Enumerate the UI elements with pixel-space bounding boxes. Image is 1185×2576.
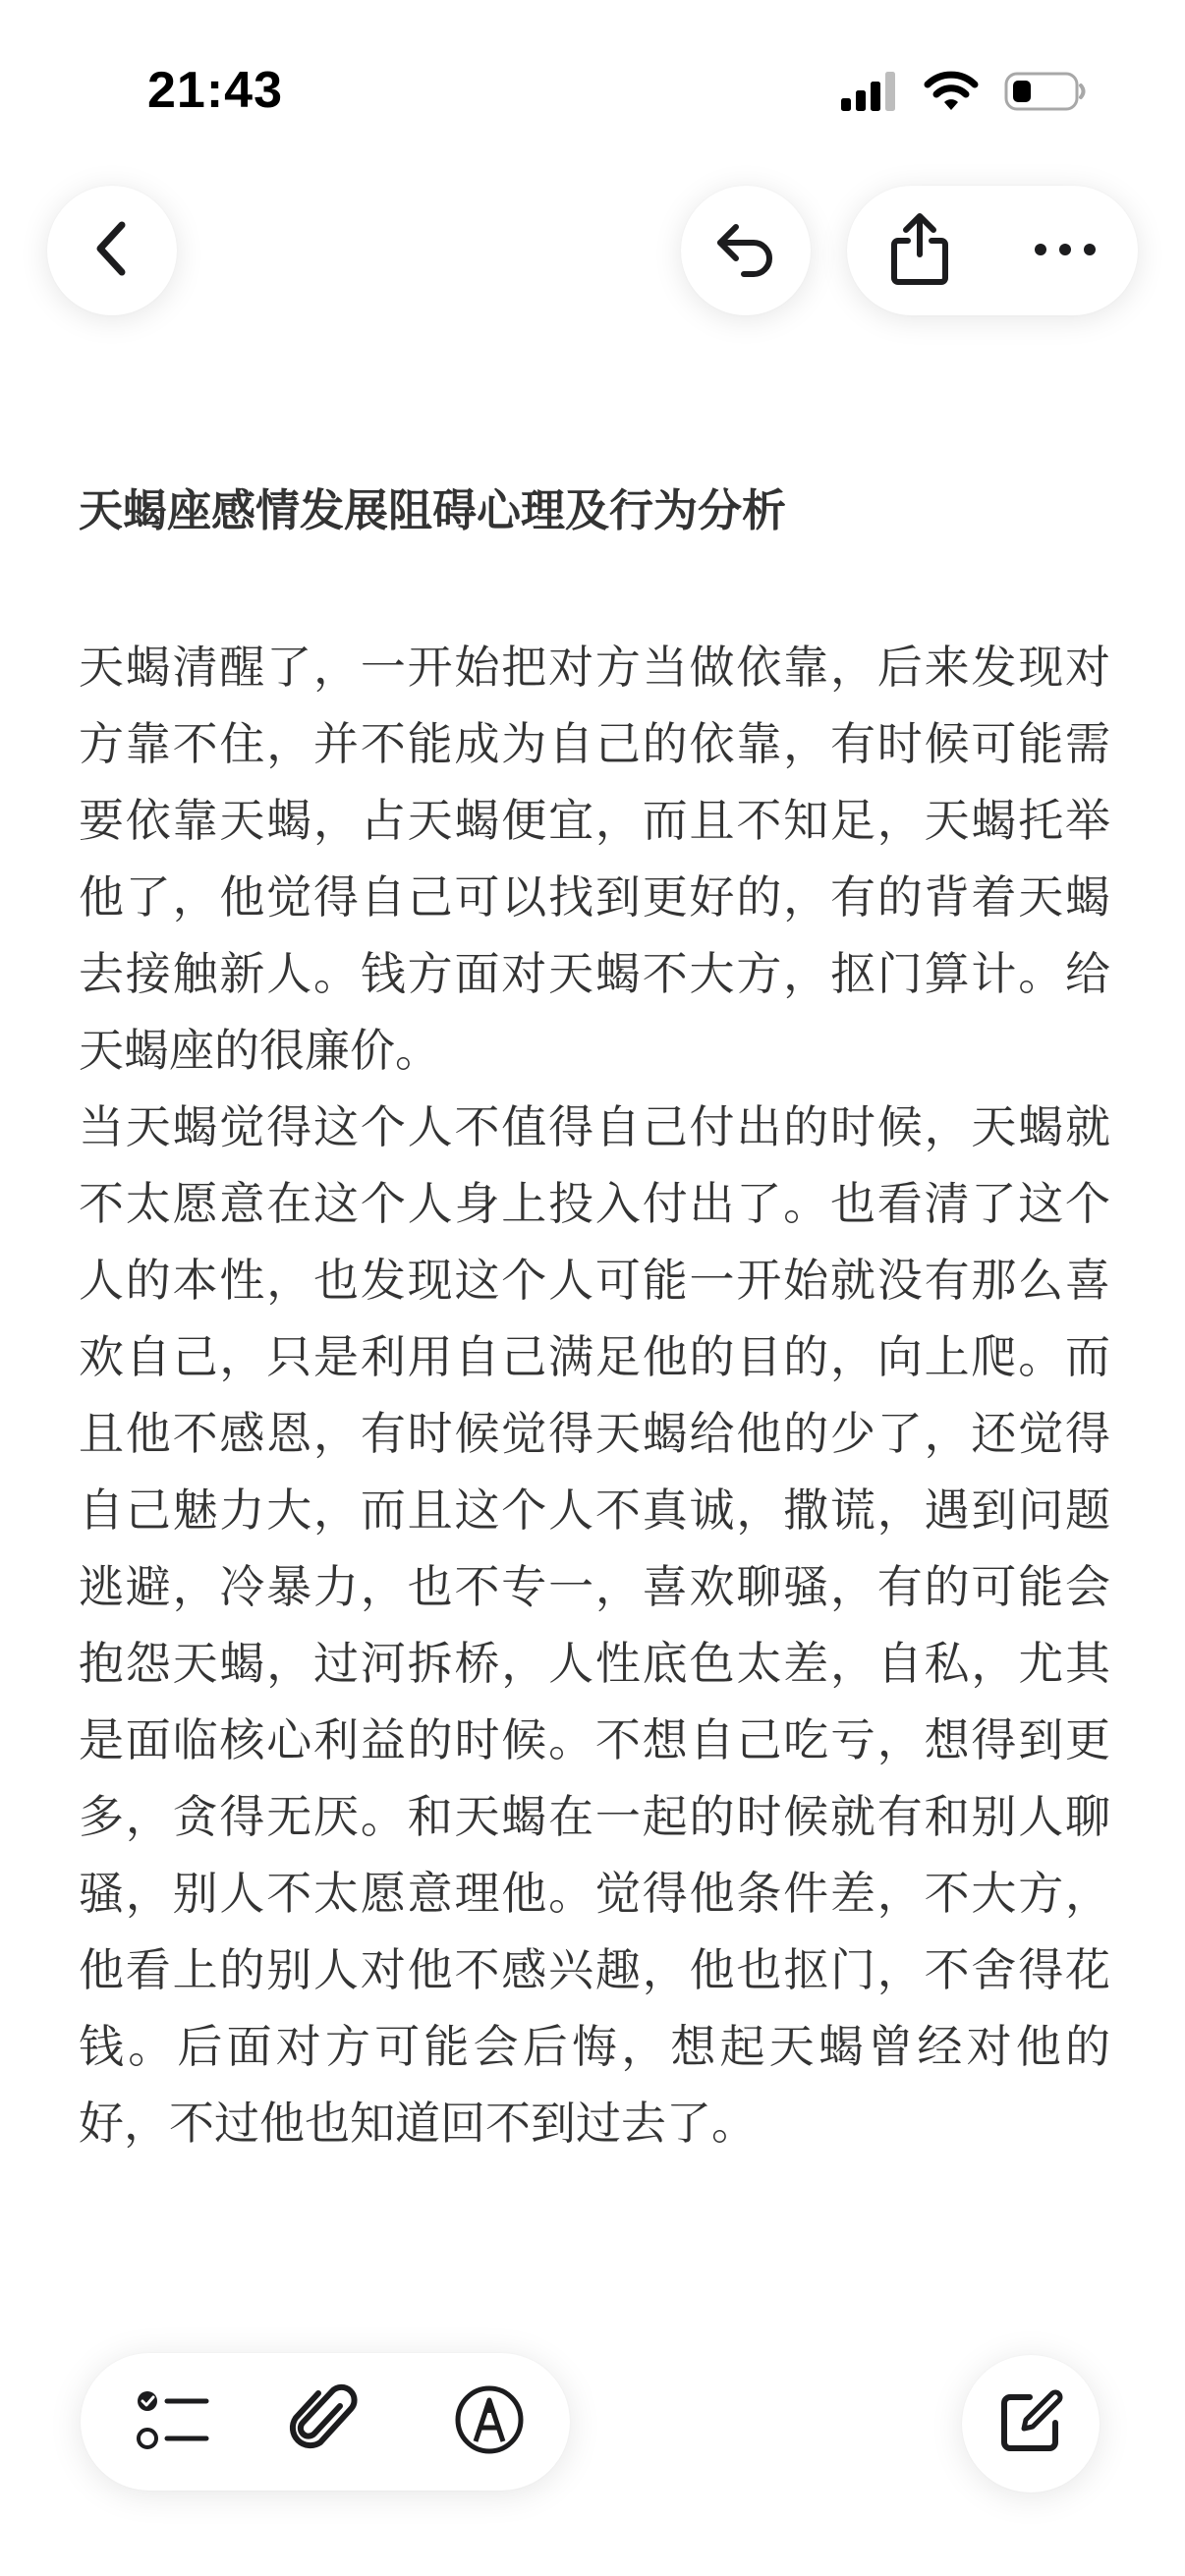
markup-pen-icon (454, 2384, 525, 2459)
status-icons (841, 71, 1087, 116)
checklist-icon (136, 2386, 210, 2457)
checklist-button[interactable] (104, 2353, 242, 2491)
back-button[interactable] (47, 186, 177, 315)
top-navigation-bar (0, 177, 1185, 324)
attachment-button[interactable] (255, 2353, 393, 2491)
compose-icon (996, 2387, 1065, 2460)
wifi-icon (924, 71, 979, 116)
share-more-group (847, 186, 1138, 315)
note-paragraph-1: 天蝎清醒了，一开始把对方当做依靠，后来发现对方靠不住，并不能成为自己的依靠，有时候可能需要依靠天蝎，占天蝎便宜，而且不知足，天蝎托举他了，他觉得自己可以找到更好的，有的背着天蝎去接触新人。钱方面对天蝎不大方，抠门算计。给天蝎座的很廉价。 (79, 641, 1110, 1077)
undo-icon (710, 217, 781, 284)
note-body[interactable] (79, 629, 1110, 2161)
more-icon (1034, 242, 1097, 260)
share-button[interactable] (847, 186, 992, 315)
note-title[interactable]: 天蝎座感情发展阻碍心理及行为分析 (79, 484, 787, 536)
battery-icon (1004, 71, 1087, 116)
home-indicator-area (0, 2517, 1185, 2576)
note-paragraph-2: 当天蝎觉得这个人不值得自己付出的时候，天蝎就不太愿意在这个人身上投入付出了。也看清了这个人的本性，也发现这个人可能一开始就没有那么喜欢自己，只是利用自己满足他的目的，向上爬。而且他不感恩，有时候觉得天蝎给他的少了，还觉得自己魅力大，而且这个人不真诚，撒谎，遇到问题逃避，冷暴力，也不专一，喜欢聊骚，有的可能会抱怨天蝎，过河拆桥，人性底色太差，自私，尤其是面临核心利益的时候。不想自己吃亏，想得到更多，贪得无厌。和天蝎在一起的时候就有和别人聊骚，别人不太愿意理他。觉得他条件差，不大方，他看上的别人对他不感兴趣，他也抠门，不舍得花钱。后面对方可能会后悔，想起天蝎曾经对他的好，不过他也知道回不到过去了。 (79, 1100, 1110, 2150)
undo-button[interactable] (681, 186, 811, 315)
bottom-toolbar (81, 2353, 570, 2491)
status-bar (0, 0, 1185, 187)
compose-button[interactable] (962, 2355, 1100, 2492)
more-button[interactable] (992, 186, 1138, 315)
cellular-signal-icon (841, 72, 898, 115)
status-time: 21:43 (147, 62, 283, 119)
share-icon (888, 211, 951, 290)
attachment-icon (289, 2380, 360, 2463)
markup-button[interactable] (421, 2353, 558, 2491)
back-chevron-icon (88, 219, 136, 282)
